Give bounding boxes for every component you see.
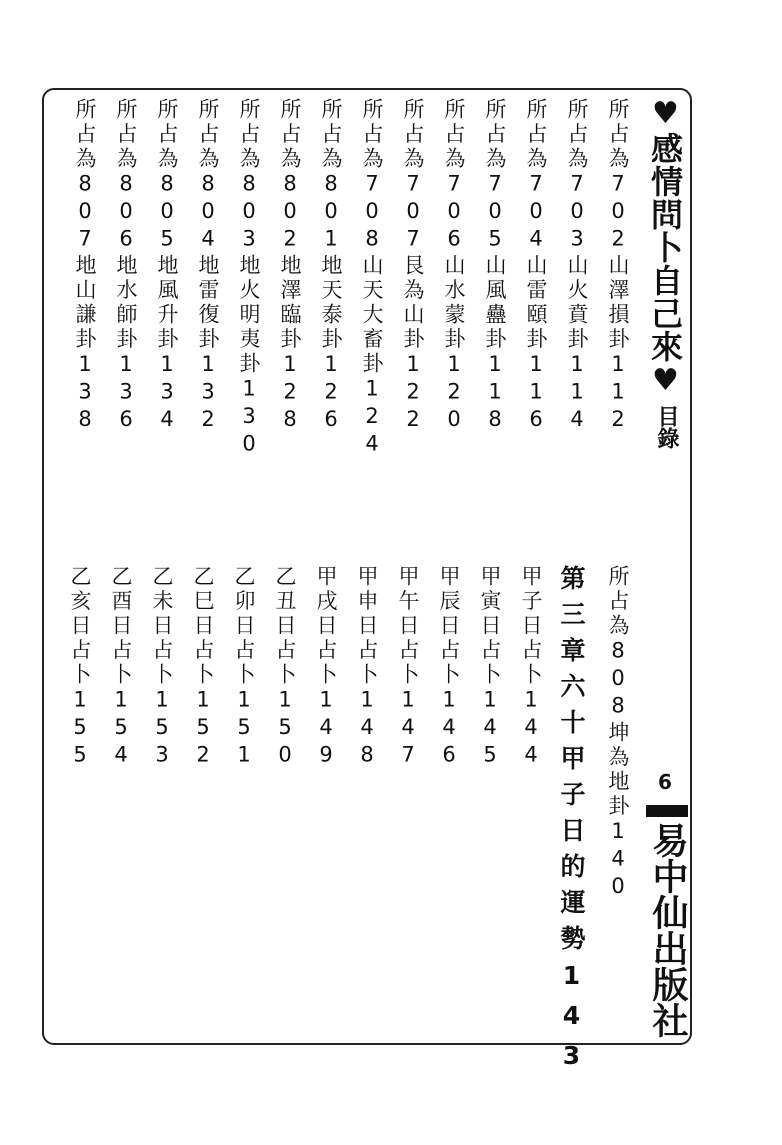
header-divider bbox=[646, 805, 688, 817]
toc-entry: 所占為708山天大畜卦124 bbox=[360, 98, 384, 459]
book-title-text: 感情問卜自己來 bbox=[646, 132, 684, 363]
book-title bbox=[648, 96, 682, 399]
toc-entry: 甲子日占卜144 bbox=[519, 565, 543, 770]
publisher-name: 易中仙出版社 bbox=[647, 822, 688, 1038]
toc-entry: 所占為801地天泰卦126 bbox=[319, 98, 343, 435]
toc-entry: 乙巳日占卜152 bbox=[191, 565, 215, 770]
toc-entry: 所占為703山火賁卦114 bbox=[565, 98, 589, 435]
page-number: 6 bbox=[658, 770, 672, 794]
section-label: 目錄 bbox=[654, 405, 679, 449]
toc-entry: 乙亥日占卜155 bbox=[68, 565, 92, 770]
toc-entry: 甲戌日占卜149 bbox=[314, 565, 338, 770]
chapter-heading: 第三章六十甲子日的運勢143 bbox=[557, 565, 586, 1081]
toc-entry: 所占為706山水蒙卦120 bbox=[442, 98, 466, 435]
toc-entry: 甲辰日占卜146 bbox=[437, 565, 461, 770]
toc-entry: 所占為807地山謙卦138 bbox=[73, 98, 97, 435]
toc-entry: 所占為702山澤損卦112 bbox=[606, 98, 630, 435]
toc-entry: 乙酉日占卜154 bbox=[109, 565, 133, 770]
toc-entry: 所占為804地雷復卦132 bbox=[196, 98, 220, 435]
toc-entry: 甲寅日占卜145 bbox=[478, 565, 502, 770]
toc-entry: 乙丑日占卜150 bbox=[273, 565, 297, 770]
toc-entry: 所占為705山風蠱卦118 bbox=[483, 98, 507, 435]
toc-entry: 所占為707艮為山卦122 bbox=[401, 98, 425, 435]
heart-icon: ♥ bbox=[648, 96, 683, 132]
toc-entry: 所占為704山雷頤卦116 bbox=[524, 98, 548, 435]
toc-entry: 所占為802地澤臨卦128 bbox=[278, 98, 302, 435]
toc-entry: 乙卯日占卜151 bbox=[232, 565, 256, 770]
toc-entry: 甲申日占卜148 bbox=[355, 565, 379, 770]
toc-entry: 所占為808坤為地卦140 bbox=[606, 565, 630, 902]
toc-entry: 所占為805地風升卦134 bbox=[155, 98, 179, 435]
toc-entry: 所占為806地水師卦136 bbox=[114, 98, 138, 435]
toc-entry: 乙未日占卜153 bbox=[150, 565, 174, 770]
toc-entry: 所占為803地火明夷卦130 bbox=[237, 98, 261, 459]
toc-entry: 甲午日占卜147 bbox=[396, 565, 420, 770]
heart-icon: ♥ bbox=[648, 363, 683, 399]
